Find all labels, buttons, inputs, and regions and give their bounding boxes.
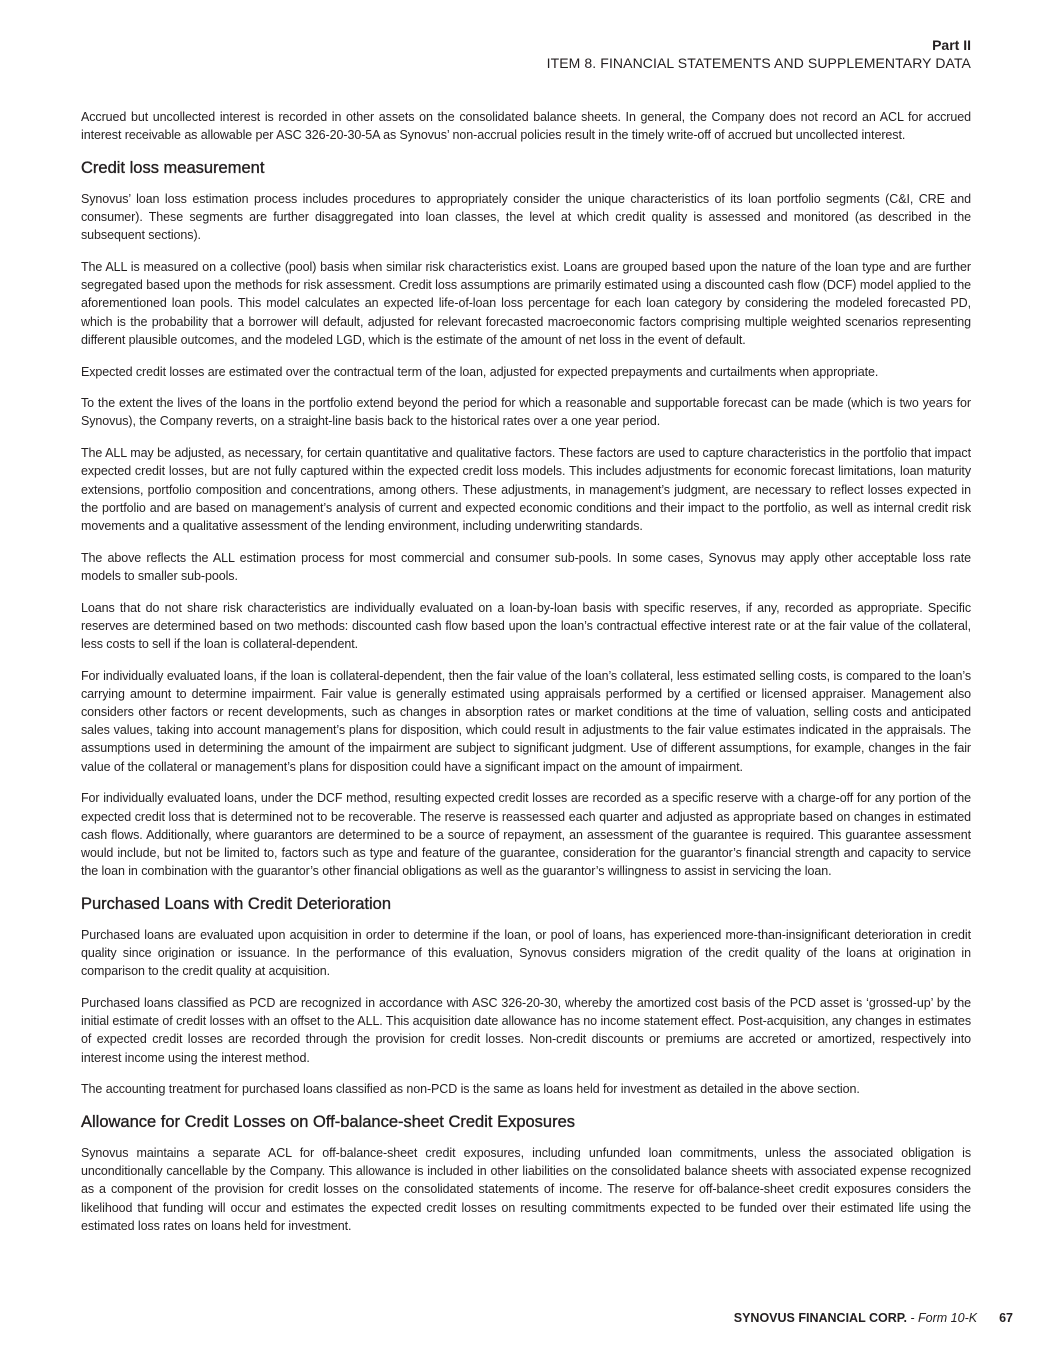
paragraph-expected-losses-term: Expected credit losses are estimated over the contractual term of the loan, adjusted for expected prepayments and curtailments when appropriate. — [81, 364, 879, 379]
paragraph-individual-evaluation: Loans that do not share risk characteristics are individually evaluated on a loan-by-loan basis with specific reserves, if any, recorded as appropriate. Specific reserves are determined based on two methods: discounted cash flow based upon the loan’s contractual effective interest rate or at the fair value of the collateral, less costs to sell if the loan is collateral-dependent. — [81, 600, 971, 651]
paragraph-all-adjustments: The ALL may be adjusted, as necessary, for certain quantitative and qualitative factors. These factors are used to capture characteristics in the portfolio that impact expected credit losses, but are not fully captured within the expected credit loss models. This includes adjustments for economic forecast limitations, loan maturity extensions, portfolio composition and concentrations, among others. These adjustments, in management’s judgment, are necessary to reflect losses expected in the portfolio and are based on management’s analysis of current and expected economic conditions and their impact to the portfolio, as well as internal credit risk movements and a qualitative assessment of the lending environment, including underwriting standards. — [81, 446, 971, 533]
paragraph-loss-estimation: Synovus’ loan loss estimation process includes procedures to appropriately consider the unique characteristics of its loan portfolio segments (C&I, CRE and consumer). These segments are further disaggregated into loan classes, the level at which credit quality is assessed and monitored (as described in the subsequent sections). — [81, 191, 971, 243]
heading-off-balance-sheet: Allowance for Credit Losses on Off-balance-sheet Credit Exposures — [81, 1113, 576, 1132]
footer-company: SYNOVUS FINANCIAL CORP. — [733, 1311, 907, 1325]
paragraph-pcd-recognition: Purchased loans classified as PCD are recognized in accordance with ASC 326-20-30, whereby the amortized cost basis of the PCD asset is ‘grossed-up’ by the initial estimate of credit losses with an offset to the ALL. This acquisition date allowance has no income statement effect. Post-acquisition, any changes in estimates of expected credit losses are recorded through the provision for credit losses. Non-credit discounts or premiums are accreted or amortized, respectively into interest income using the interest method. — [81, 996, 971, 1065]
page-footer — [734, 1310, 1013, 1326]
page-header — [547, 36, 971, 72]
body-content — [81, 108, 971, 1249]
paragraph-forecast-reversion: To the extent the lives of the loans in the portfolio extend beyond the period for which a reasonable and supportable forecast can be made (which is two years for Synovus), the Company reverts, on a straight-line basis back to the historical rates over a one year period. — [81, 396, 971, 429]
page-number: 67 — [999, 1311, 1013, 1325]
paragraph-dcf-method: For individually evaluated loans, under the DCF method, resulting expected credit losses are recorded as a specific reserve with a charge-off for any portion of the expected credit loss that is determined not to be recoverable. The reserve is reassessed each quarter and adjusted as appropriate based on changes in estimated cash flows. Additionally, where guarantors are determined to be a source of repayment, an assessment of the guarantee is required. This guarantee assessment would include, but not be limited to, factors such as type and feature of the guarantee, consideration for the guarantor’s financial strength and capacity to service the loan in combination with the guarantor’s other financial obligations as well as the guarantor’s willingness to assist in servicing the loan. — [81, 791, 971, 879]
heading-purchased-loans: Purchased Loans with Credit Deterioration — [81, 894, 391, 913]
paragraph-all-collective: The ALL is measured on a collective (pool) basis when similar risk characteristics exist. Loans are grouped based upon the nature of the loan type and are further segregated based upon the methods for risk assessment. Credit loss assumptions are primarily estimated using a discounted cash flow (DCF) model applied to the aforementioned loan pools. This model calculates an expected life-of-loan loss percentage for each loan category by considering the modeled forecasted PD, which is the probability that a borrower will default, adjusted for relevant forecasted macroeconomic factors comprising multiple weighted scenarios representing different plausible outcomes, and the modeled LGD, which is the estimate of the amount of net loss in the event of default. — [81, 260, 971, 347]
paragraph-accrued-interest: Accrued but uncollected interest is recorded in other assets on the consolidated balance sheets. In general, the Company does not record an ACL for accrued interest receivable as allowable per ASC 326-20-30-5A as Synovus’ non-accrual policies result in the timely write-off of accrued but uncollected interest. — [81, 110, 971, 143]
header-item: ITEM 8. FINANCIAL STATEMENTS AND SUPPLEMENTARY DATA — [546, 55, 971, 71]
paragraph-purchased-evaluation: Purchased loans are evaluated upon acquisition in order to determine if the loan, or pool of loans, has experienced more-than-insignificant deterioration in credit quality since origination or issuance. In the performance of this evaluation, Synovus considers migration of the credit quality of the loans at origination in comparison to the credit quality at acquisition. — [81, 927, 971, 979]
paragraph-collateral-dependent: For individually evaluated loans, if the loan is collateral-dependent, then the fair value of the loan’s collateral, less estimated selling costs, is compared to the loan’s carrying amount to determine impairment. Fair value is generally estimated using appraisals performed by a certified or licensed appraiser. Management also considers other factors or recent developments, such as changes in absorption rates or market conditions at the time of valuation, selling costs and anticipated sales values, taking into account management’s plans for disposition, which could result in adjustments to the fair value estimates indicated in the appraisals. The assumptions used in determining the amount of the impairment are subject to significant judgment. Use of different assumptions, for example, changes in the fair value of the collateral or management’s plans for disposition could have a significant impact on the amount of impairment. — [81, 668, 971, 774]
paragraph-non-pcd: The accounting treatment for purchased loans classified as non-PCD is the same as loans held for investment as detailed in the above section. — [81, 1082, 860, 1097]
paragraph-off-balance-sheet: Synovus maintains a separate ACL for off-balance-sheet credit exposures, including unfunded loan commitments, unless the associated obligation is unconditionally cancellable by the Company. This allowance is included in other liabilities on the consolidated balance sheets with associated expense recognized as a component of the provision for credit losses on the consolidated statements of income. The reserve for off-balance-sheet credit exposures considers the likelihood that funding will occur and estimates the expected credit losses on resulting commitments expected to be funded over their estimated life using the estimated loss rates on loans held for investment. — [81, 1146, 971, 1233]
paragraph-sub-pools: The above reflects the ALL estimation process for most commercial and consumer sub-pools. In some cases, Synovus may apply other acceptable loss rate models to smaller sub-pools. — [81, 550, 971, 583]
footer-form: - Form 10-K — [906, 1311, 978, 1325]
header-part: Part II — [932, 37, 971, 53]
heading-credit-loss-measurement: Credit loss measurement — [81, 158, 265, 177]
